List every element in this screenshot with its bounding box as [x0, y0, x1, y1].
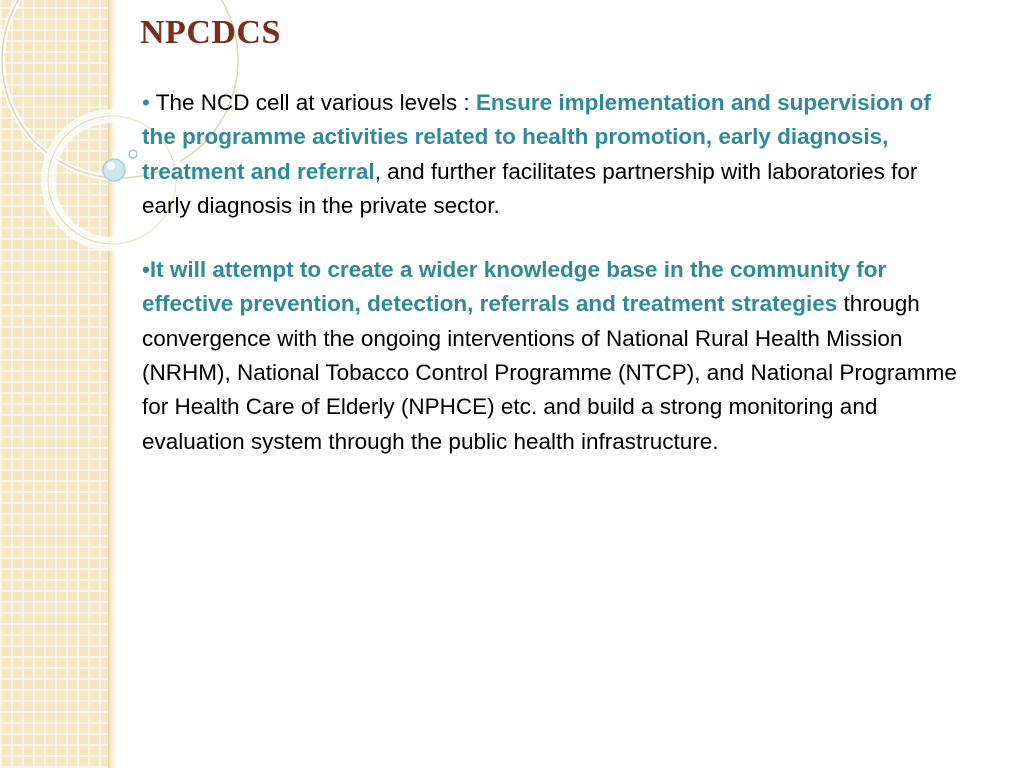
slide-body — [142, 86, 957, 489]
paragraph-body-text: , and further facilitates partnership with laboratories for early diagnosis in the private sector. — [142, 158, 918, 218]
slide-title: NPCDCS — [140, 14, 281, 51]
paragraph-lead-text: The NCD cell at various levels : — [155, 90, 476, 115]
highlighted-text: It will attempt to create a wider knowledge base in the community for effective prevention, detection, referrals and treatment strategies — [142, 257, 887, 317]
paragraph-ncd-cell — [142, 86, 957, 223]
bullet-marker: • — [142, 90, 156, 115]
paragraph-knowledge-base — [142, 253, 957, 459]
paragraph-body-text: through convergence with the ongoing interventions of National Rural Health Mission (NRHM), National Tobacco Control Programme (NTCP), and National Programme for Health Care of Elderly (NPHCE) etc. and build a strong monitoring and evaluation system through the public health infrastructure. — [142, 291, 957, 454]
highlighted-text: Ensure implementation and supervision of the programme activities related to health promotion, early diagnosis, treatment and referral — [142, 90, 931, 184]
bullet-marker: • — [142, 257, 150, 283]
